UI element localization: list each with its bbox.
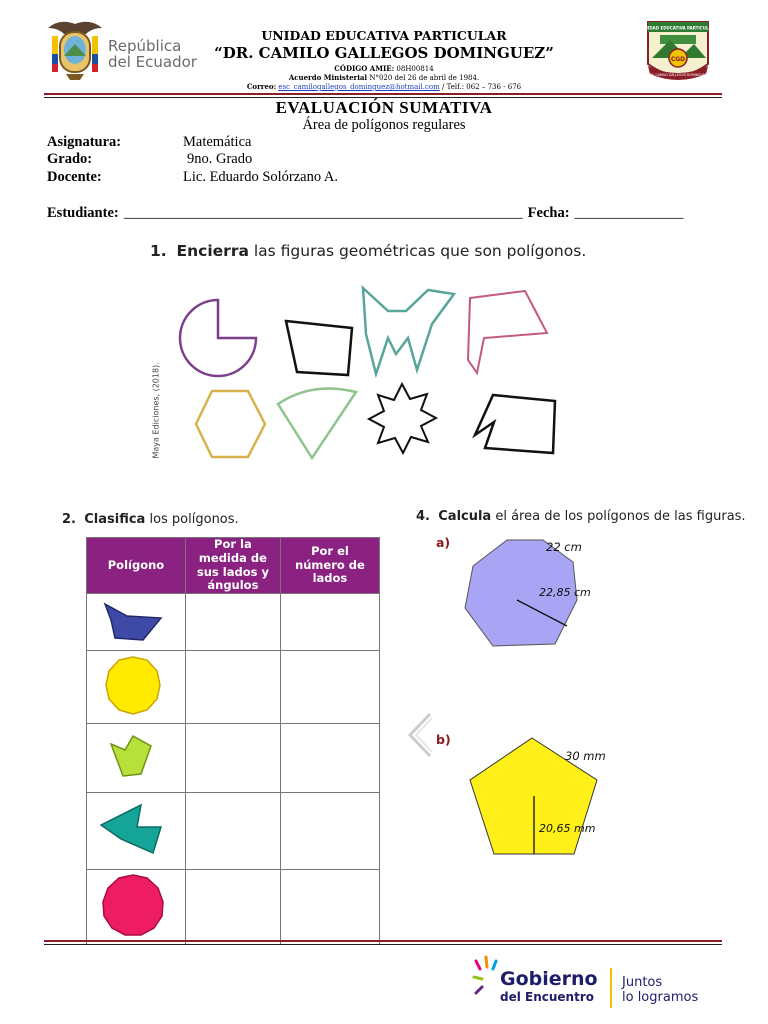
q1-text: las figuras geométricas que son polígonos. xyxy=(248,242,587,260)
heptagon-side-label: 22 cm xyxy=(546,540,582,554)
answer-cell[interactable] xyxy=(280,870,379,945)
estudiante-label: Estudiante: xyxy=(47,205,119,221)
docente-value: Lic. Eduardo Solórzano A. xyxy=(183,169,339,185)
q2-verb: Clasifica xyxy=(84,512,146,527)
slogan-line-2: lo logramos xyxy=(622,990,699,1005)
q1-figure-sector[interactable] xyxy=(278,388,356,458)
pentagon-side-label: 30 mm xyxy=(565,749,606,763)
ecuador-coat-of-arms-logo xyxy=(40,14,110,84)
gobierno-line-2: del Encuentro xyxy=(500,990,594,1004)
q1-heading xyxy=(150,242,586,260)
blue-concave-polygon xyxy=(87,594,179,646)
table-header-row xyxy=(87,538,380,594)
table-row xyxy=(87,724,380,793)
heptagon-apothem-label: 22,85 cm xyxy=(539,586,591,599)
q2-number: 2. xyxy=(62,512,76,527)
q1-figure-quadrilateral[interactable] xyxy=(286,321,352,375)
polygon-cell xyxy=(87,594,186,651)
table-row xyxy=(87,870,380,945)
pentagon-figure xyxy=(462,732,622,862)
heptagon-figure xyxy=(455,530,605,655)
acuerdo-line xyxy=(200,73,568,82)
correo-label: Correo: xyxy=(246,82,277,91)
grado-label: Grado: xyxy=(47,151,93,167)
answer-cell[interactable] xyxy=(185,594,280,651)
table-row xyxy=(87,793,380,870)
school-seal-logo xyxy=(640,18,716,88)
answer-cell[interactable] xyxy=(280,651,379,724)
chevron-left-icon[interactable] xyxy=(404,710,434,764)
fecha-label: Fecha: xyxy=(527,205,570,221)
answer-cell[interactable] xyxy=(185,651,280,724)
answer-cell[interactable] xyxy=(185,870,280,945)
answer-cell[interactable] xyxy=(280,724,379,793)
footer-rule-thin xyxy=(44,944,722,945)
polygon-cell xyxy=(87,651,186,724)
email-link[interactable]: esc_camilogallegos_dominguez@hotmail.com xyxy=(278,83,440,91)
col-medida: Por la medida de sus lados y ángulos xyxy=(185,538,280,594)
school-header xyxy=(200,28,568,91)
gobierno-wordmark xyxy=(500,970,598,1006)
grado-value: 9no. Grado xyxy=(187,151,253,167)
q4-a-label: a) xyxy=(436,535,451,550)
q4-heading xyxy=(416,509,746,524)
q1-credit: Maya Ediciones, (2018). xyxy=(151,362,161,459)
teal-polygon xyxy=(87,793,179,865)
estudiante-blank[interactable]: _______________________________________________________ xyxy=(123,205,523,221)
gobierno-logo xyxy=(472,955,502,1007)
contact-line xyxy=(200,82,568,91)
school-line-1: UNIDAD EDUCATIVA PARTICULAR xyxy=(261,28,507,43)
table-row xyxy=(87,651,380,724)
answer-cell[interactable] xyxy=(280,793,379,870)
footer-rule-thick xyxy=(44,940,722,942)
polygon-cell xyxy=(87,793,186,870)
q1-figure-crossed-polygon[interactable] xyxy=(468,291,547,373)
col-numero: Por el número de lados xyxy=(280,538,379,594)
q4-number: 4. xyxy=(416,509,430,524)
q1-figure-hexagon[interactable] xyxy=(196,391,265,457)
acuerdo-value: N°020 del 26 de abril de 1984. xyxy=(369,74,480,82)
seal-bottom-text: DR. CAMILO GALLEGOS DOMINGUEZ xyxy=(648,73,708,77)
republic-line-2: del Ecuador xyxy=(108,53,197,71)
polygon-cell xyxy=(87,870,186,945)
gobierno-rays-icon xyxy=(472,955,502,1003)
pink-polygon xyxy=(87,870,179,940)
docente-label: Docente: xyxy=(47,169,102,185)
school-line-2: “DR. CAMILO GALLEGOS DOMINGUEZ” xyxy=(214,44,554,62)
asignatura-label: Asignatura: xyxy=(47,134,122,150)
q1-figure-star-outline[interactable] xyxy=(363,288,454,374)
answer-cell[interactable] xyxy=(185,724,280,793)
amie-label: CÓDIGO AMIE: xyxy=(334,64,395,73)
q4-b-label: b) xyxy=(436,732,451,747)
slogan-line-1: Juntos xyxy=(622,975,663,990)
q2-text: los polígonos. xyxy=(145,512,239,527)
q4-verb: Calcula xyxy=(438,509,492,524)
footer-divider xyxy=(610,968,612,1008)
answer-cell[interactable] xyxy=(280,594,379,651)
amie-line xyxy=(200,64,568,73)
answer-cell[interactable] xyxy=(185,793,280,870)
student-row xyxy=(47,202,683,222)
q1-figure-arrow-quad[interactable] xyxy=(475,395,555,453)
classification-table xyxy=(86,537,380,945)
pentagon-apothem-label: 20,65 mm xyxy=(539,822,596,835)
seal-center-text: CGD xyxy=(670,56,686,63)
yellow-polygon xyxy=(87,651,179,719)
q1-verb: Encierra xyxy=(176,242,249,260)
polygon-cell xyxy=(87,724,186,793)
q1-figure-pacman[interactable] xyxy=(180,300,256,376)
telephone: / Telf.: 062 – 736 - 676 xyxy=(442,83,522,91)
amie-value: 08H00814 xyxy=(396,65,434,73)
q4-text: el área de los polígonos de las figuras. xyxy=(491,509,746,524)
lime-polygon xyxy=(87,724,179,788)
title-main: EVALUACIÓN SUMATIVA xyxy=(275,98,493,117)
seal-top-text: UNIDAD EDUCATIVA PARTICULAR xyxy=(641,25,715,31)
title-sub: Área de polígonos regulares xyxy=(302,117,466,133)
acuerdo-label: Acuerdo Ministerial xyxy=(288,73,368,82)
evaluation-title xyxy=(0,98,768,134)
q1-figure-star[interactable] xyxy=(369,384,436,453)
q1-number: 1. xyxy=(150,242,167,260)
q1-figures xyxy=(170,278,570,468)
col-poligono: Polígono xyxy=(87,538,186,594)
fecha-blank[interactable]: _______________ xyxy=(574,205,684,221)
gobierno-line-1: Gobierno xyxy=(500,968,598,990)
republic-line-1: República xyxy=(108,37,182,55)
table-row xyxy=(87,594,380,651)
q2-heading xyxy=(62,512,239,527)
asignatura-value: Matemática xyxy=(183,134,252,150)
header-rule-thick xyxy=(44,93,722,95)
republic-wordmark xyxy=(108,38,197,70)
slogan xyxy=(622,975,698,1005)
